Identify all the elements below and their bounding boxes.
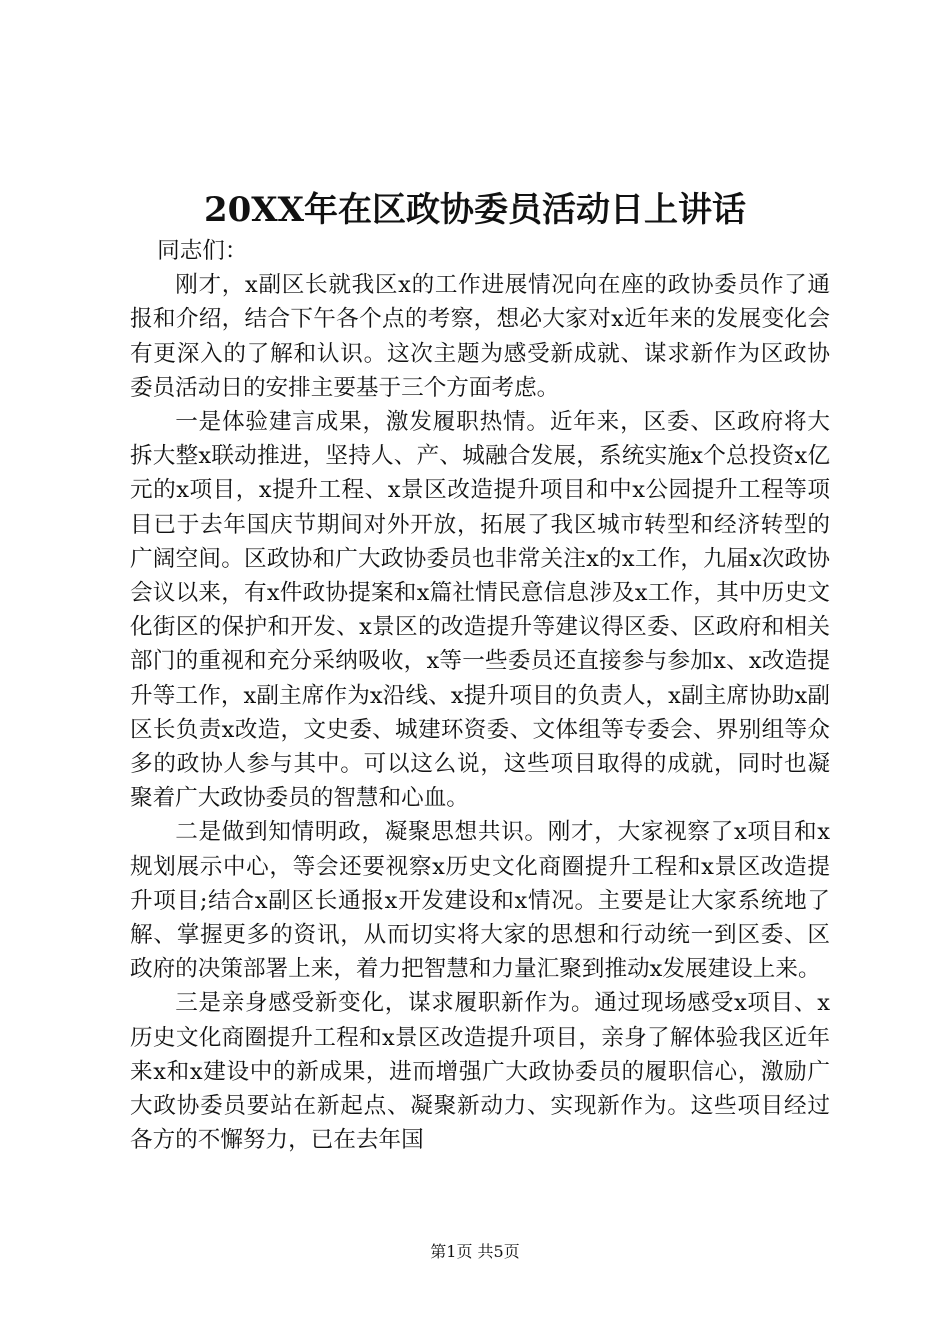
document-title: 20XX年在区政协委员活动日上讲话	[203, 190, 747, 230]
paragraph-point-two: 二是做到知情明政，凝聚思想共识。刚才，大家视察了x项目和x规划展示中心，等会还要视察x历史文化商圈提升工程和x景区改造提升项目;结合x副区长通报x开发建设和x情况。主要是让大家系统地了解、掌握更多的资讯，从而切实将大家的思想和行动统一到区委、区政府的决策部署上来，着力把智慧和力量汇聚到推动x发展建设上来。	[130, 819, 830, 983]
page-number-footer: 第1页 共5页	[430, 1242, 520, 1261]
paragraph-intro: 刚才，x副区长就我区x的工作进展情况向在座的政协委员作了通报和介绍，结合下午各个点的考察，想必大家对x近年来的发展变化会有更深入的了解和认识。这次主题为感受新成就、谋求新作为区政协委员活动日的安排主要基于三个方面考虑。	[130, 272, 830, 401]
paragraph-point-three: 三是亲身感受新变化，谋求履职新作为。通过现场感受x项目、x历史文化商圈提升工程和x景区改造提升项目，亲身了解体验我区近年来x和x建设中的新成果，进而增强广大政协委员的履职信心，激励广大政协委员要站在新起点、凝聚新动力、实现新作为。这些项目经过各方的不懈努力，已在去年国	[130, 990, 830, 1154]
document-body	[130, 234, 830, 1157]
salutation: 同志们：	[157, 238, 248, 264]
paragraph-point-one: 一是体验建言成果，激发履职热情。近年来，区委、区政府将大拆大整x联动推进，坚持人、产、城融合发展，系统实施x个总投资x亿元的x项目，x提升工程、x景区改造提升项目和中x公园提升工程等项目已于去年国庆节期间对外开放，拓展了我区城市转型和经济转型的广阔空间。区政协和广大政协委员也非常关注x的x工作，九届x次政协会议以来，有x件政协提案和x篇社情民意信息涉及x工作，其中历史文化街区的保护和开发、x景区的改造提升等建议得区委、区政府和相关部门的重视和充分采纳吸收，x等一些委员还直接参与参加x、x改造提升等工作，x副主席作为x沿线、x提升项目的负责人，x副主席协助x副区长负责x改造，文史委、城建环资委、文体组等专委会、界别组等众多的政协人参与其中。可以这么说，这些项目取得的成就，同时也凝聚着广大政协委员的智慧和心血。	[130, 409, 830, 812]
